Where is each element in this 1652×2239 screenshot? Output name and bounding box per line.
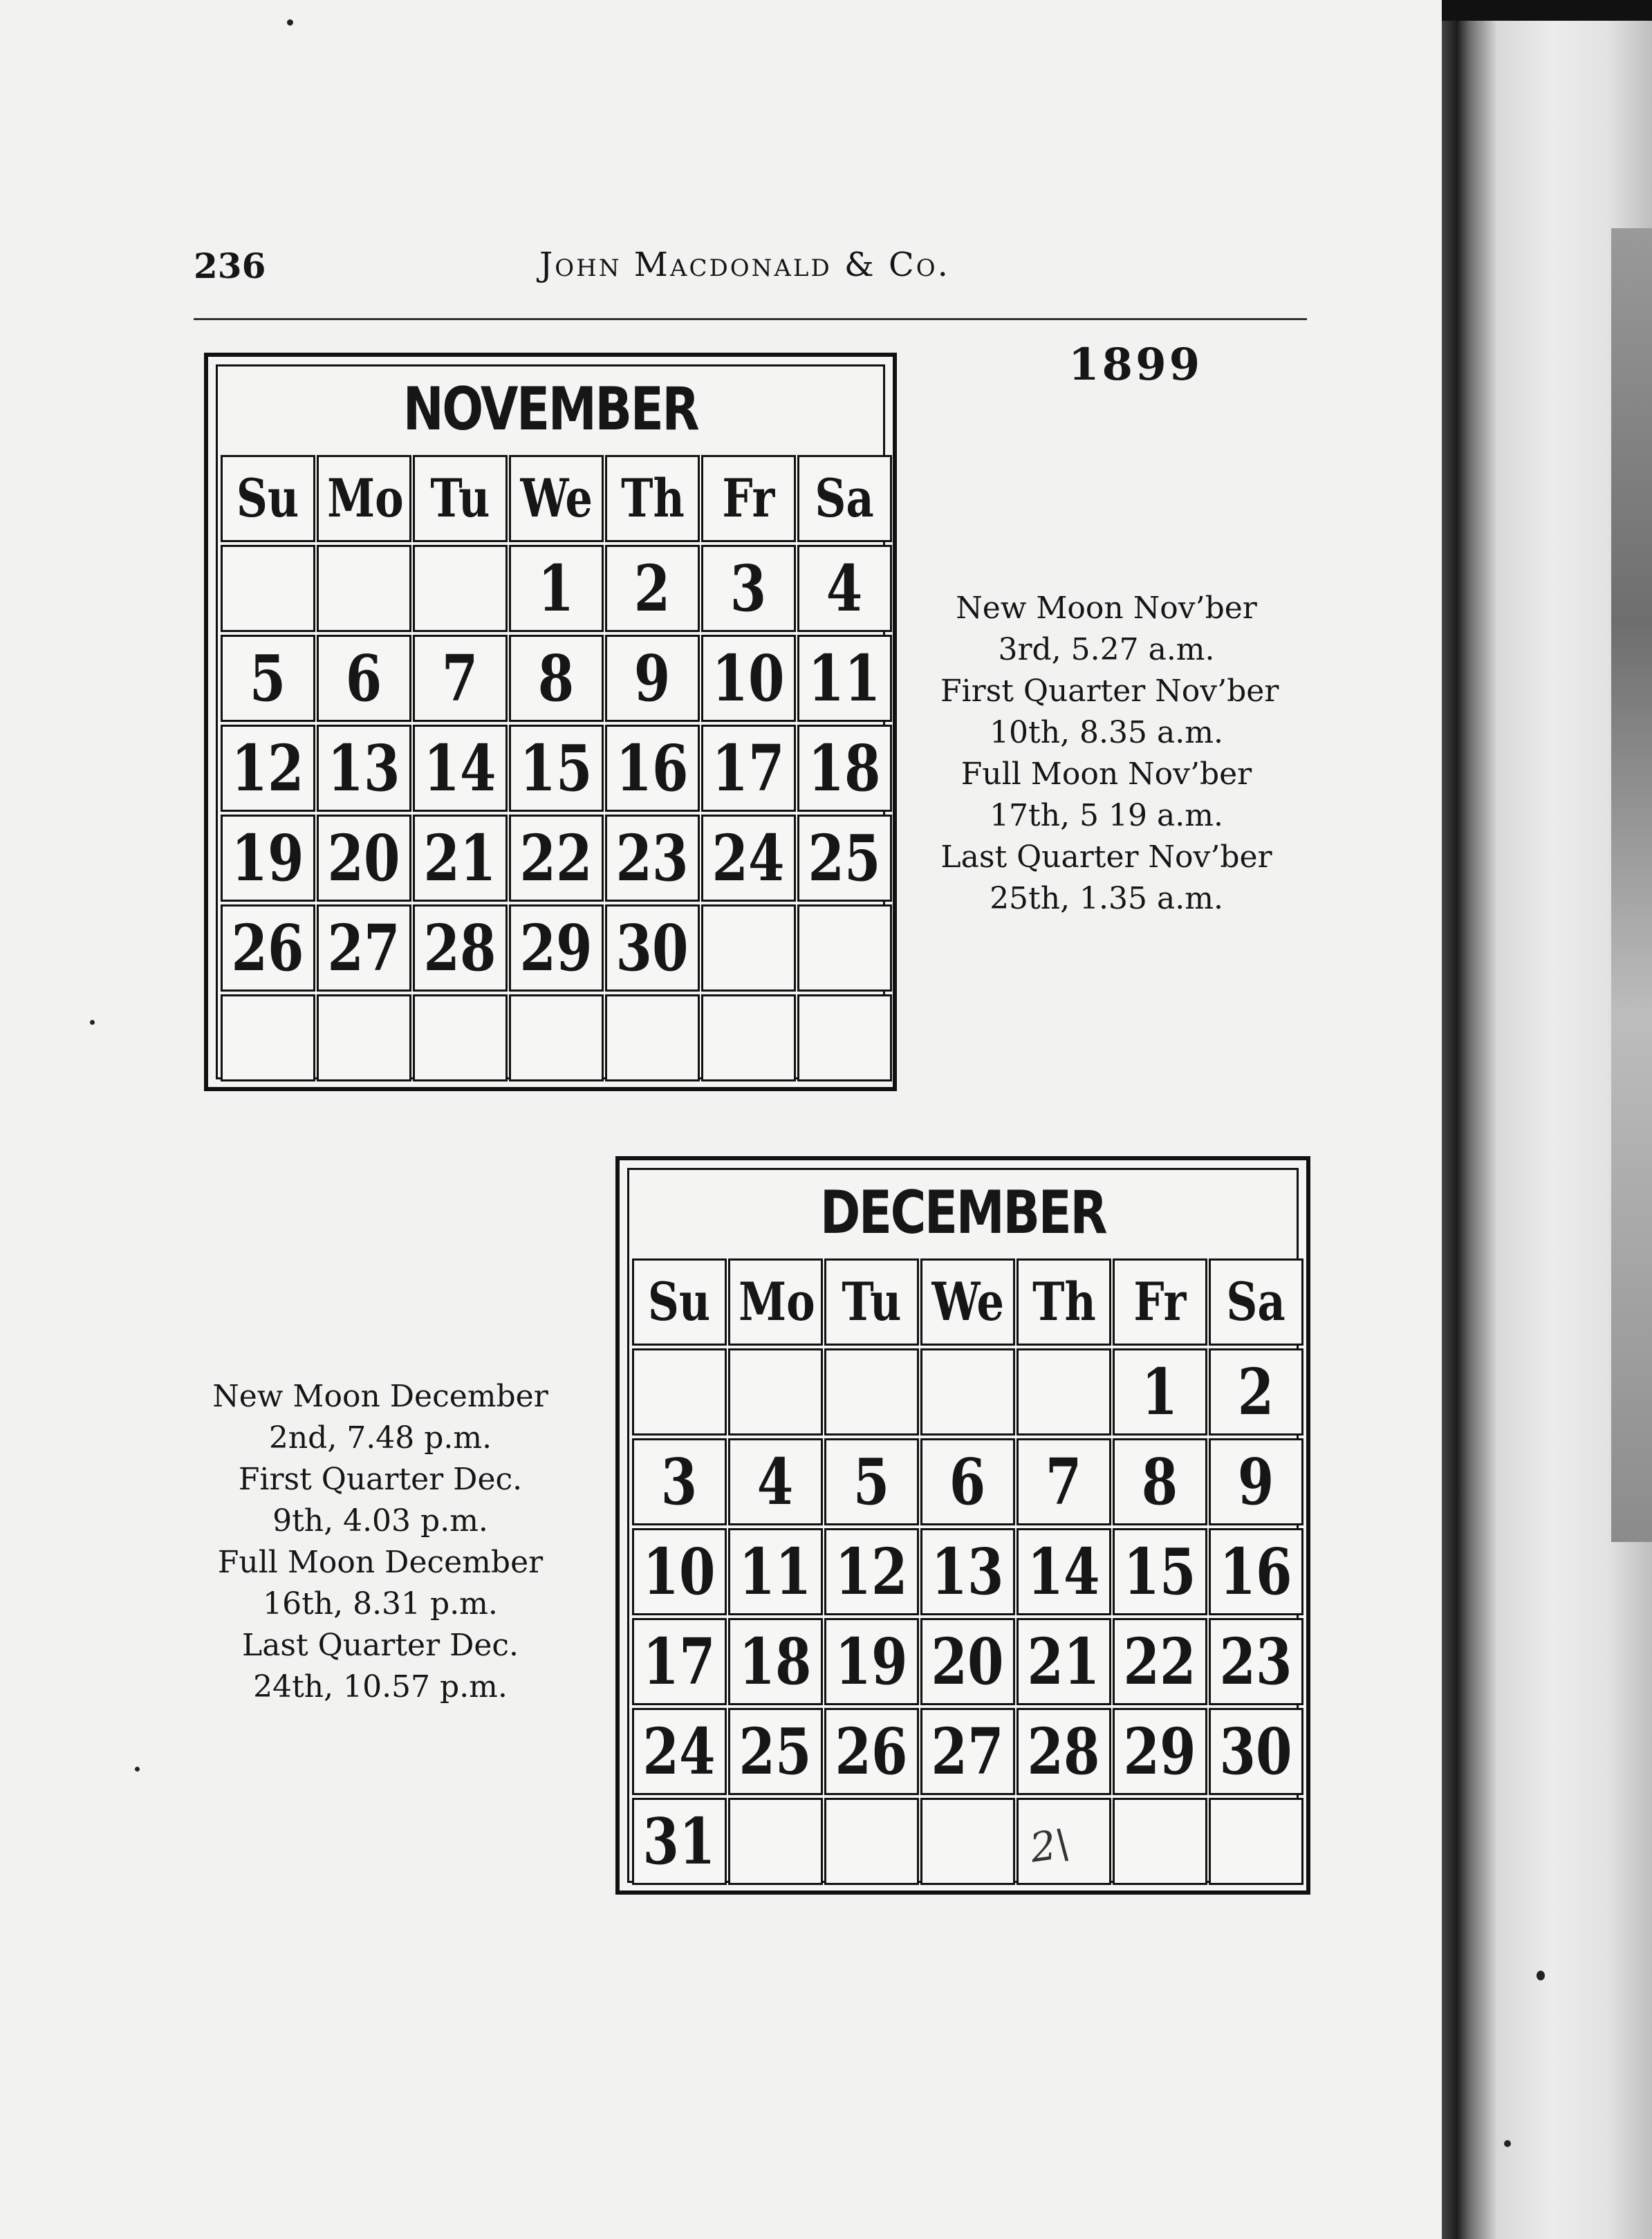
- november-moon-line: Full Moon Nov’ber: [960, 756, 1252, 792]
- december-day-cell: 4: [728, 1438, 823, 1525]
- november-day-cell: 6: [317, 635, 411, 722]
- december-moon-line: 9th, 4.03 p.m.: [272, 1503, 488, 1539]
- december-day-cell: 24: [632, 1708, 727, 1795]
- november-day-cell: 30: [605, 904, 700, 992]
- november-day-cell: 5: [221, 635, 315, 722]
- november-weekday-we: We: [509, 455, 604, 542]
- november-day-cell: 11: [797, 635, 892, 722]
- november-day-cell: 9: [605, 635, 700, 722]
- november-day-cell: [221, 994, 315, 1081]
- november-weekday-fr: Fr: [701, 455, 796, 542]
- november-moon-line: New Moon Nov’ber: [956, 591, 1257, 626]
- december-day-cell: [728, 1798, 823, 1885]
- november-day-cell: 1: [509, 545, 604, 632]
- december-day-cell: 10: [632, 1528, 727, 1615]
- ink-speck: [287, 19, 293, 26]
- december-weekday-su: Su: [632, 1258, 727, 1346]
- december-weekday-sa: Sa: [1209, 1258, 1303, 1346]
- november-day-cell: 13: [317, 725, 411, 812]
- november-day-cell: [605, 994, 700, 1081]
- december-day-cell: 29: [1113, 1708, 1207, 1795]
- december-day-cell: 28: [1017, 1708, 1111, 1795]
- november-day-cell: 12: [221, 725, 315, 812]
- december-day-cell: 16: [1209, 1528, 1303, 1615]
- november-day-cell: 14: [413, 725, 508, 812]
- december-moon-line: First Quarter Dec.: [238, 1462, 523, 1497]
- november-day-cell: [413, 994, 508, 1081]
- november-day-cell: 4: [797, 545, 892, 632]
- december-day-cell: 31: [632, 1798, 727, 1885]
- november-moon-phases: [940, 588, 1279, 920]
- page-number: 236: [194, 245, 266, 286]
- november-day-cell: [701, 994, 796, 1081]
- adjacent-page-photo: [1611, 228, 1652, 1542]
- december-day-cell: 14: [1017, 1528, 1111, 1615]
- december-day-cell: 25: [728, 1708, 823, 1795]
- december-day-cell: [920, 1798, 1015, 1885]
- november-day-cell: 16: [605, 725, 700, 812]
- december-day-cell: 1: [1113, 1348, 1207, 1436]
- november-moon-line: 17th, 5 19 a.m.: [990, 798, 1223, 833]
- november-moon-line: First Quarter Nov’ber: [940, 673, 1279, 709]
- november-weekday-sa: Sa: [797, 455, 892, 542]
- november-day-cell: [797, 994, 892, 1081]
- november-calendar-frame: [216, 364, 885, 1079]
- december-day-cell: 2: [1209, 1348, 1303, 1436]
- november-title: NOVEMBER: [402, 375, 698, 444]
- ink-speck: [135, 1767, 140, 1772]
- november-day-cell: 19: [221, 815, 315, 902]
- december-day-cell: 18: [728, 1618, 823, 1705]
- november-day-cell: 3: [701, 545, 796, 632]
- december-day-cell: 21: [1017, 1618, 1111, 1705]
- december-day-cell: [1209, 1798, 1303, 1885]
- december-title: DECEMBER: [819, 1178, 1106, 1247]
- ink-speck: [1504, 2140, 1511, 2147]
- december-day-cell: 27: [920, 1708, 1015, 1795]
- december-day-cell: 23: [1209, 1618, 1303, 1705]
- november-day-cell: 27: [317, 904, 411, 992]
- december-day-cell: 17: [632, 1618, 727, 1705]
- december-day-cell: [824, 1348, 919, 1436]
- december-moon-line: 2nd, 7.48 p.m.: [268, 1420, 492, 1456]
- december-day-cell: 9: [1209, 1438, 1303, 1525]
- november-day-cell: 17: [701, 725, 796, 812]
- november-day-cell: [221, 545, 315, 632]
- december-moon-line: 16th, 8.31 p.m.: [263, 1586, 498, 1622]
- december-moon-line: New Moon December: [212, 1379, 548, 1414]
- december-day-cell: 3: [632, 1438, 727, 1525]
- december-weekday-fr: Fr: [1113, 1258, 1207, 1346]
- november-day-cell: 8: [509, 635, 604, 722]
- november-grid: [221, 455, 880, 1084]
- december-day-cell: 15: [1113, 1528, 1207, 1615]
- november-day-cell: 23: [605, 815, 700, 902]
- december-day-cell: 30: [1209, 1708, 1303, 1795]
- november-moon-line: Last Quarter Nov’ber: [940, 839, 1272, 875]
- november-weekday-mo: Mo: [317, 455, 411, 542]
- december-day-cell: 5: [824, 1438, 919, 1525]
- december-weekday-tu: Tu: [824, 1258, 919, 1346]
- december-day-cell: 13: [920, 1528, 1015, 1615]
- handwritten-note: 2\: [1027, 1819, 1073, 1872]
- december-day-cell: 7: [1017, 1438, 1111, 1525]
- november-day-cell: 7: [413, 635, 508, 722]
- running-head: John Macdonald & Co.: [539, 245, 950, 284]
- december-day-cell: 22: [1113, 1618, 1207, 1705]
- november-day-cell: [797, 904, 892, 992]
- november-day-cell: [317, 545, 411, 632]
- november-moon-line: 10th, 8.35 a.m.: [990, 715, 1223, 750]
- december-day-cell: [632, 1348, 727, 1436]
- november-moon-line: 25th, 1.35 a.m.: [990, 881, 1223, 916]
- ink-speck: [90, 1020, 95, 1025]
- december-day-cell: 26: [824, 1708, 919, 1795]
- november-day-cell: 15: [509, 725, 604, 812]
- year-label: 1899: [1068, 339, 1203, 391]
- december-moon-line: Last Quarter Dec.: [241, 1628, 519, 1663]
- december-day-cell: [920, 1348, 1015, 1436]
- november-day-cell: 2: [605, 545, 700, 632]
- header-rule: [194, 318, 1307, 320]
- november-day-cell: 22: [509, 815, 604, 902]
- december-calendar-frame: [627, 1168, 1299, 1883]
- december-day-cell: 20: [920, 1618, 1015, 1705]
- november-day-cell: 21: [413, 815, 508, 902]
- november-weekday-su: Su: [221, 455, 315, 542]
- december-day-cell: 6: [920, 1438, 1015, 1525]
- november-day-cell: 28: [413, 904, 508, 992]
- december-day-cell: [824, 1798, 919, 1885]
- december-day-cell: [1113, 1798, 1207, 1885]
- december-day-cell: 19: [824, 1618, 919, 1705]
- december-grid: [632, 1258, 1294, 1888]
- page-edge-top: [1442, 0, 1652, 21]
- december-weekday-th: Th: [1017, 1258, 1111, 1346]
- december-day-cell: 8: [1113, 1438, 1207, 1525]
- november-day-cell: [317, 994, 411, 1081]
- november-day-cell: [509, 994, 604, 1081]
- ink-speck: [1537, 1971, 1545, 1980]
- december-day-cell: [728, 1348, 823, 1436]
- page-header: [194, 245, 1314, 301]
- november-day-cell: 29: [509, 904, 604, 992]
- december-moon-phases: [187, 1376, 574, 1708]
- november-day-cell: 10: [701, 635, 796, 722]
- november-day-cell: [413, 545, 508, 632]
- december-day-cell: 12: [824, 1528, 919, 1615]
- december-weekday-mo: Mo: [728, 1258, 823, 1346]
- november-day-cell: 20: [317, 815, 411, 902]
- december-calendar: [615, 1156, 1310, 1895]
- december-day-cell: 11: [728, 1528, 823, 1615]
- november-weekday-th: Th: [605, 455, 700, 542]
- november-calendar: [204, 353, 897, 1091]
- december-day-cell: [1017, 1348, 1111, 1436]
- november-day-cell: 18: [797, 725, 892, 812]
- november-weekday-tu: Tu: [413, 455, 508, 542]
- december-weekday-we: We: [920, 1258, 1015, 1346]
- november-day-cell: 25: [797, 815, 892, 902]
- december-moon-line: Full Moon December: [217, 1545, 544, 1580]
- november-day-cell: 26: [221, 904, 315, 992]
- november-day-cell: 24: [701, 815, 796, 902]
- december-moon-line: 24th, 10.57 p.m.: [253, 1669, 508, 1704]
- november-moon-line: 3rd, 5.27 a.m.: [998, 632, 1215, 667]
- november-day-cell: [701, 904, 796, 992]
